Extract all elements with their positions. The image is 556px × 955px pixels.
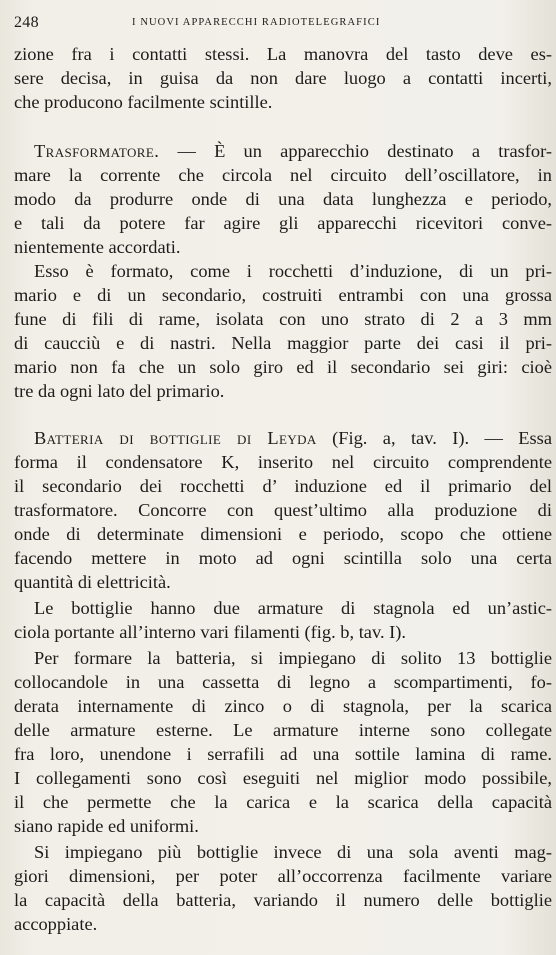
text-line: — È un apparecchio destinato a trasfor- (159, 141, 552, 161)
section-heading: Trasformatore. (34, 141, 160, 161)
text-line: modo da produrre onde di una data lunghezza e periodo, (14, 189, 552, 209)
text-line: I collegamenti sono così eseguiti nel miglior modo possibile, (14, 768, 552, 788)
text-line: Si impiegano più bottiglie invece di una sola aventi mag- (34, 842, 552, 862)
text-line: trasformatore. Concorre con quest’ultimo alla produzione di (14, 500, 552, 520)
text-line: tre da ogni lato del primario. (14, 381, 225, 401)
section-heading-line (34, 140, 552, 162)
text-line: delle armature esterne. Le armature interne sono collegate (14, 720, 552, 740)
text-line: di caucciù e di nastri. Nella maggior parte dei casi il pri- (14, 333, 552, 353)
text-line: mare la corrente che circola nel circuito dell’oscillatore, in (14, 165, 552, 185)
page-header (14, 14, 542, 34)
text-line: e tali da potere far agire gli apparecchi ricevitori conve- (14, 213, 552, 233)
text-line: Per formare la batteria, si impiegano di solito 13 bottiglie (34, 648, 552, 668)
text-line: ciola portante all’interno vari filamenti (fig. b, tav. I). (14, 622, 407, 642)
text-line: che producono facilmente scintille. (14, 92, 273, 112)
text-line: fra loro, unendone i serrafili ad una sottile lamina di rame. (14, 744, 552, 764)
text-line: quantità di elettricità. (14, 572, 171, 592)
text-line: giori dimensioni, per poter all’occorrenza facilmente variare (14, 866, 552, 886)
page-number: 248 (14, 14, 39, 31)
text-line: la capacità della batteria, variando il numero delle bottiglie (14, 890, 552, 910)
section-heading: Batteria di bottiglie di Leyda (34, 428, 317, 448)
text-line: sere decisa, in guisa da non dare luogo a contatti incerti, (14, 68, 552, 88)
text-line: derata internamente di zinco o di stagnola, per la scarica (14, 696, 552, 716)
text-line: il secondario dei rocchetti d’ induzione ed il primario del (14, 476, 552, 496)
text-line: mario non fa che un solo giro ed il secondario sei giri: cioè (14, 357, 552, 377)
text-line: nientemente accordati. (14, 237, 181, 257)
text-line: il che permette che la carica e la scarica della capacità (14, 792, 552, 812)
text-line: mario e di un secondario, costruiti entrambi con una grossa (14, 285, 552, 305)
section-heading-line (34, 427, 552, 449)
text-line: Esso è formato, come i rocchetti d’induzione, di un pri- (34, 261, 552, 281)
text-line: forma il condensatore K, inserito nel circuito comprendente (14, 452, 552, 472)
text-line: zione fra i contatti stessi. La manovra del tasto deve es- (14, 44, 552, 64)
text-line: (Fig. a, tav. I). — Essa (316, 428, 552, 448)
text-line: accoppiate. (14, 914, 98, 934)
text-line: collocandole in una cassetta di legno a scompartimenti, fo- (14, 672, 552, 692)
text-line: fune di fili di rame, isolata con uno strato di 2 a 3 mm (14, 309, 552, 329)
text-line: siano rapide ed uniformi. (14, 816, 199, 836)
text-line: facendo mettere in moto ad ogni scintilla solo una certa (14, 548, 552, 568)
running-title: I NUOVI APPARECCHI RADIOTELEGRAFICI (132, 17, 381, 28)
text-line: Le bottiglie hanno due armature di stagnola ed un’astic- (34, 598, 552, 618)
text-line: onde di determinate dimensioni e periodo, scopo che ottiene (14, 524, 552, 544)
